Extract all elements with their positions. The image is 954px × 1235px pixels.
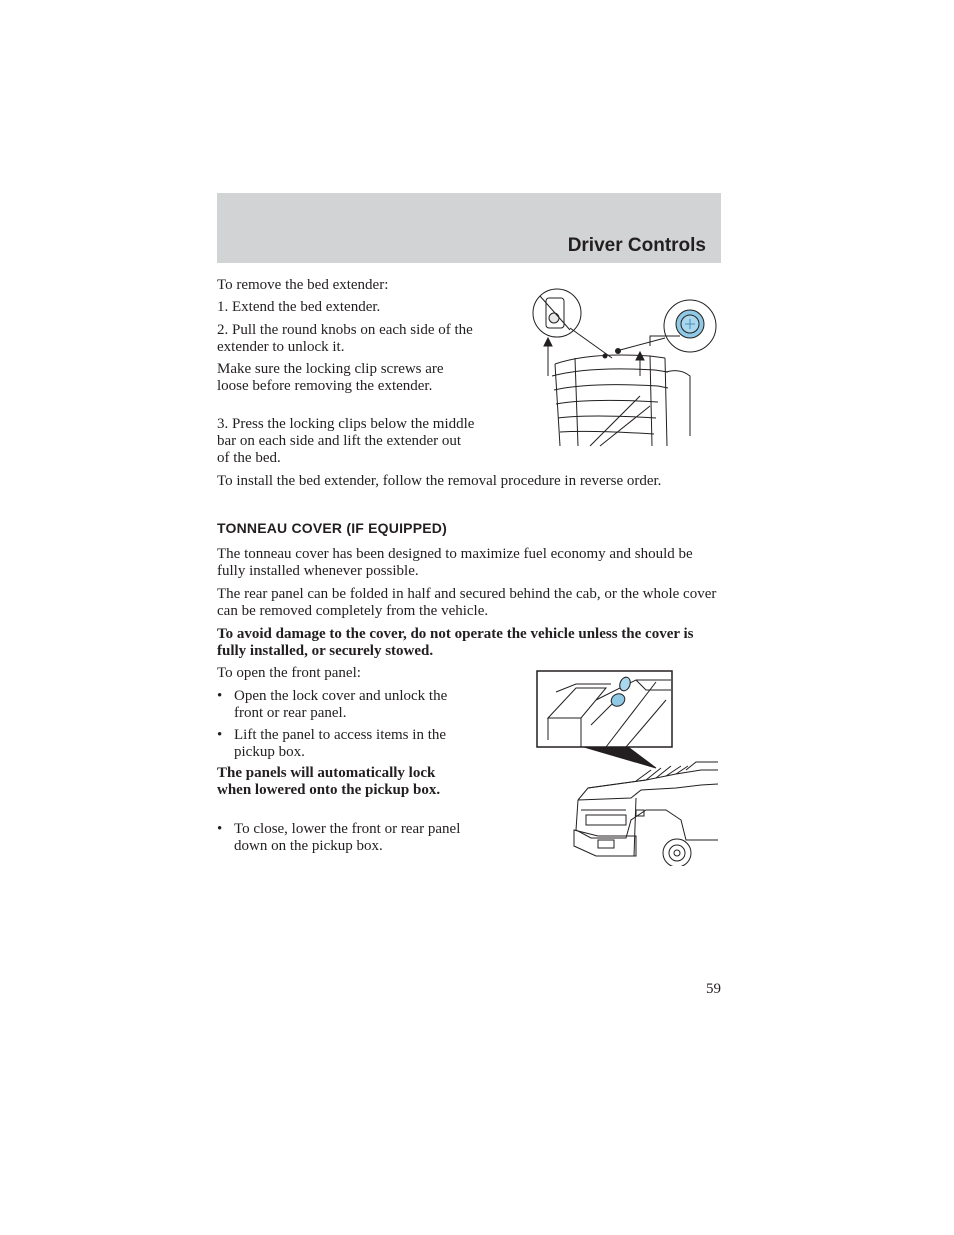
step-1: 1. Extend the bed extender. xyxy=(217,299,381,315)
bullet-glyph: • xyxy=(217,688,223,704)
bed-extender-intro: To remove the bed extender: xyxy=(217,277,389,293)
step-3: 3. Press the locking clips below the middle bar on each side and lift the extender out of the bed. xyxy=(217,416,475,466)
bed-extender-illustration xyxy=(530,286,720,448)
step-2: 2. Pull the round knobs on each side of the extender to unlock it. xyxy=(217,322,473,355)
bullet-glyph: • xyxy=(217,727,223,743)
list-item xyxy=(217,688,467,722)
page-number: 59 xyxy=(706,981,721,997)
list-item xyxy=(217,727,467,761)
damage-warning: To avoid damage to the cover, do not operate the vehicle unless the cover is fully installed, or securely stowed. xyxy=(217,626,694,659)
tonneau-heading: TONNEAU COVER (IF EQUIPPED) xyxy=(217,520,447,536)
auto-lock-note: The panels will automatically lock when lowered onto the pickup box. xyxy=(217,765,441,798)
tonneau-paragraph-2: The rear panel can be folded in half and secured behind the cab, or the whole cover can be removed completely from the vehicle. xyxy=(217,586,717,619)
section-title: Driver Controls xyxy=(567,235,706,256)
tonneau-cover-illustration xyxy=(536,670,722,866)
bullet-text: Lift the panel to access items in the pickup box. xyxy=(234,727,447,760)
bullet-glyph: • xyxy=(217,821,223,837)
open-front-panel-intro: To open the front panel: xyxy=(217,665,361,681)
tonneau-paragraph-1: The tonneau cover has been designed to maximize fuel economy and should be fully installed whenever possible. xyxy=(217,546,693,579)
section-header-bar xyxy=(217,193,721,263)
bullet-text: To close, lower the front or rear panel down on the pickup box. xyxy=(234,821,461,854)
install-instructions: To install the bed extender, follow the removal procedure in reverse order. xyxy=(217,473,662,489)
bullet-text: Open the lock cover and unlock the front or rear panel. xyxy=(234,688,448,721)
list-item xyxy=(217,821,467,855)
locking-clip-note: Make sure the locking clip screws are loose before removing the extender. xyxy=(217,361,444,394)
